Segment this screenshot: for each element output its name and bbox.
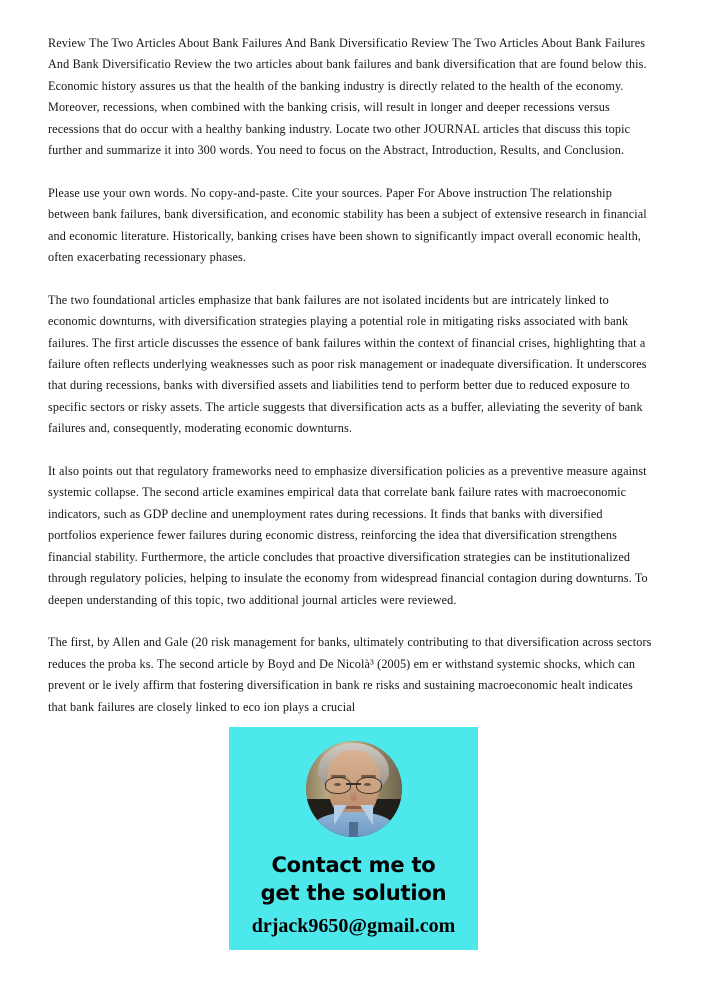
paragraph-1: Review The Two Articles About Bank Failures And Bank Diversificatio Review The Two Articles About Bank Failures And Bank Diversificatio Review the two articles about bank failures and bank diversification that are found below this. Economic history assures us that the health of the banking industry is directly related to the health of the economy. Moreover, recessions, when combined with the banking crisis, will result in longer and deeper recessions versus recessions that do occur with a healthy banking industry. Locate two other JOURNAL articles that discuss this topic further and summarize it into 300 words. You need to focus on the Abstract, Introduction, Results, and Conclusion.	[48, 36, 647, 158]
paragraph-4: It also points out that regulatory frameworks need to emphasize diversification policies as a preventive measure against systemic collapse. The second article examines empirical data that correlate bank failure rates with macroeconomic indicators, such as GDP decline and unemployment rates during recessions. It finds that banks with diversified portfolios experience fewer failures during economic distress, reinforcing the idea that diversification strengthens financial stability. Furthermore, the article concludes that proactive diversification strategies can be institutionalized through regulatory policies, helping to insulate the economy from widespread financial contagion during downturns. To deepen understanding of this topic, two additional journal articles were reviewed.	[48, 464, 648, 607]
paragraph-2: Please use your own words. No copy-and-paste. Cite your sources. Paper For Above instruction The relationship between bank failures, bank diversification, and economic stability has been a subject of extensive research in financial and economic literature. Historically, banking crises have been shown to significantly impact overall economic health, often exacerbating recessionary phases.	[48, 185, 647, 265]
contact-headline-line1: Contact me to	[271, 853, 436, 877]
portrait-photo-icon	[306, 741, 402, 837]
contact-email[interactable]: drjack9650@gmail.com	[251, 915, 456, 937]
avatar	[306, 741, 402, 837]
contact-watermark-overlay[interactable]	[229, 727, 478, 950]
document-text-body	[48, 33, 654, 718]
contact-headline	[229, 851, 478, 907]
contact-headline-line2: get the solution	[260, 881, 447, 905]
paragraph-3: The two foundational articles emphasize that bank failures are not isolated incidents but are intricately linked to economic downturns, with diversification strategies playing a potential role in mitigating risks associated with bank failures. The first article discusses the essence of bank failures within the context of financial crises, highlighting that a failure often reflects underlying weaknesses such as poor risk management or inadequate diversification. It underscores that during recessions, banks with diversified assets and liabilities tend to perform better due to reduced exposure to specific sectors or risky assets. The article suggests that diversification acts as a buffer, alleviating the severity of bank failures and, consequently, moderating economic downturns.	[48, 292, 647, 436]
paragraph-5: The first, by Allen and Gale (20 risk management for banks, ultimately contributing to that diversification across sectors reduces the proba ks. The second article by Boyd and De Nicolà³ (2005) em er withstand systemic shocks, which can prevent or le ively affirm that fostering diversification in bank re risks and sustaining macroeconomic healt indicates that bank failures are closely linked to eco ion plays a crucial	[48, 635, 652, 714]
